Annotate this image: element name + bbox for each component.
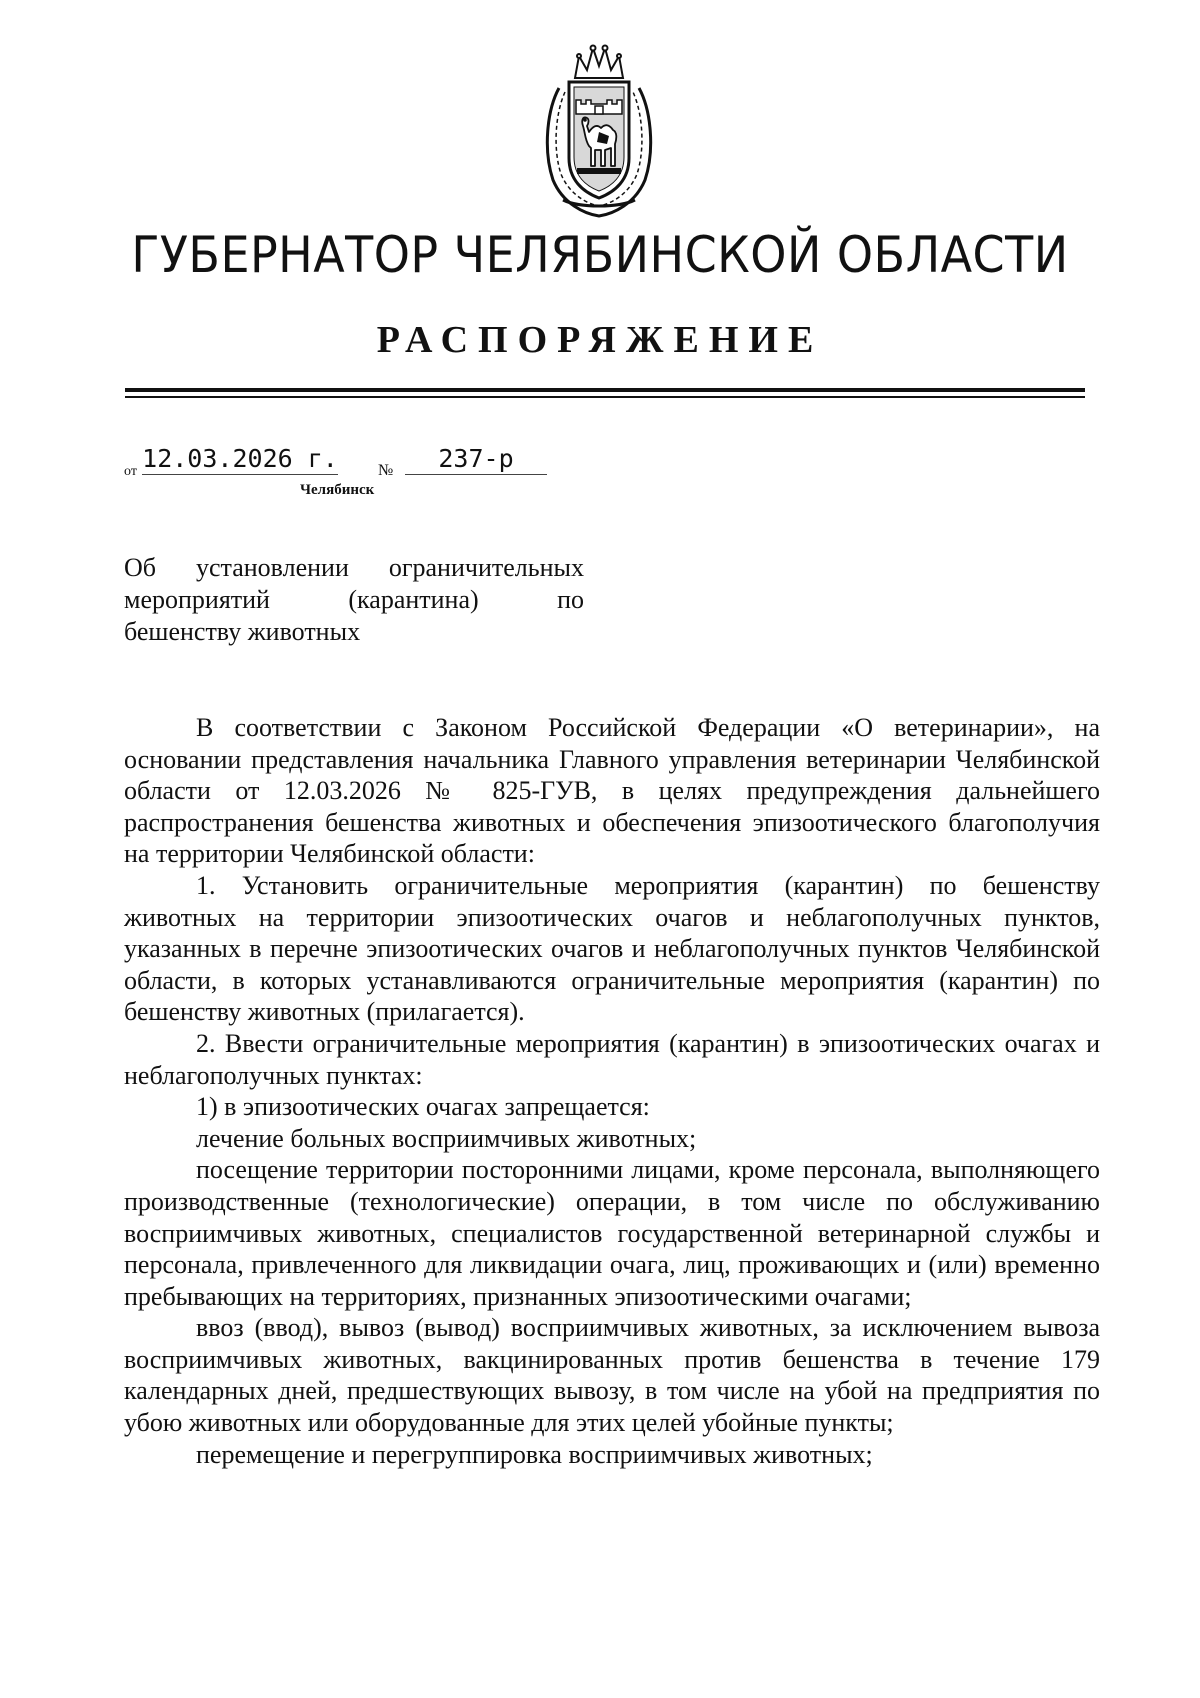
body-paragraph: 2. Ввести ограничительные мероприятия (карантин) в эпизоотических очагах и неблагополучных пунктах: [124,1028,1100,1090]
coat-of-arms-emblem [529,40,669,220]
subject-line: мероприятий (карантина) по [124,585,584,614]
header-rule-thin [125,396,1085,398]
body-paragraph: посещение территории посторонними лицами, кроме персонала, выполняющего производственные (технологические) операции, в том числе по обслуживанию восприимчивых животных, специалистов государственной ветеринарной службы и персонала, привлеченного для ликвидации очага, лиц, проживающих и (или) временно пребывающих на территориях, признанных эпизоотическими очагами; [124,1155,1100,1311]
city-name: Челябинск [300,482,375,498]
document-type: РАСПОРЯЖЕНИЕ [376,319,824,361]
subject-line: бешенству животных [124,617,361,646]
body-paragraph: 1. Установить ограничительные мероприятия (карантин) по бешенству животных на территории эпизоотических очагов и неблагополучных пунктов, указанных в перечне эпизоотических очагов и неблагополучных пунктов Челябинской области, в которых устанавливаются ограничительные мероприятия (карантин) по бешенству животных (прилагается). [124,870,1100,1027]
date-prefix-label: от [124,464,137,479]
number-label: № [378,462,394,479]
body-paragraph: лечение больных восприимчивых животных; [196,1123,697,1153]
header-rule-thick [125,388,1085,392]
document-date: 12.03.2026 г. [142,444,338,473]
body-paragraph: 1) в эпизоотических очагах запрещается: [196,1092,650,1122]
crown-icon [575,46,623,79]
body-paragraph: перемещение и перегруппировка восприимчивых животных; [196,1439,873,1469]
body-paragraph: ввоз (ввод), вывоз (вывод) восприимчивых животных, за исключением вывоза восприимчивых животных, вакцинированных против бешенства в течение 179 календарных дней, предшествующих вывозу, в том числе на убой на предприятия по убою животных или оборудованные для этих целей убойные пункты; [124,1313,1100,1438]
document-number: 237-р [405,444,547,475]
document-subject [124,552,584,648]
issuing-authority: ГУБЕРНАТОР ЧЕЛЯБИНСКОЙ ОБЛАСТИ [131,226,1069,284]
subject-line: Об установлении ограничительных [124,553,584,582]
document-body [124,712,1100,1470]
body-paragraph: В соответствии с Законом Российской Федерации «О ветеринарии», на основании представления начальника Главного управления ветеринарии Челябинской области от 12.03.2026 № 825-ГУВ, в целях предупреждения дальнейшего распространения бешенства животных и обеспечения эпизоотического благополучия на территории Челябинской области: [124,713,1100,869]
ribbon-ornament [563,200,635,206]
